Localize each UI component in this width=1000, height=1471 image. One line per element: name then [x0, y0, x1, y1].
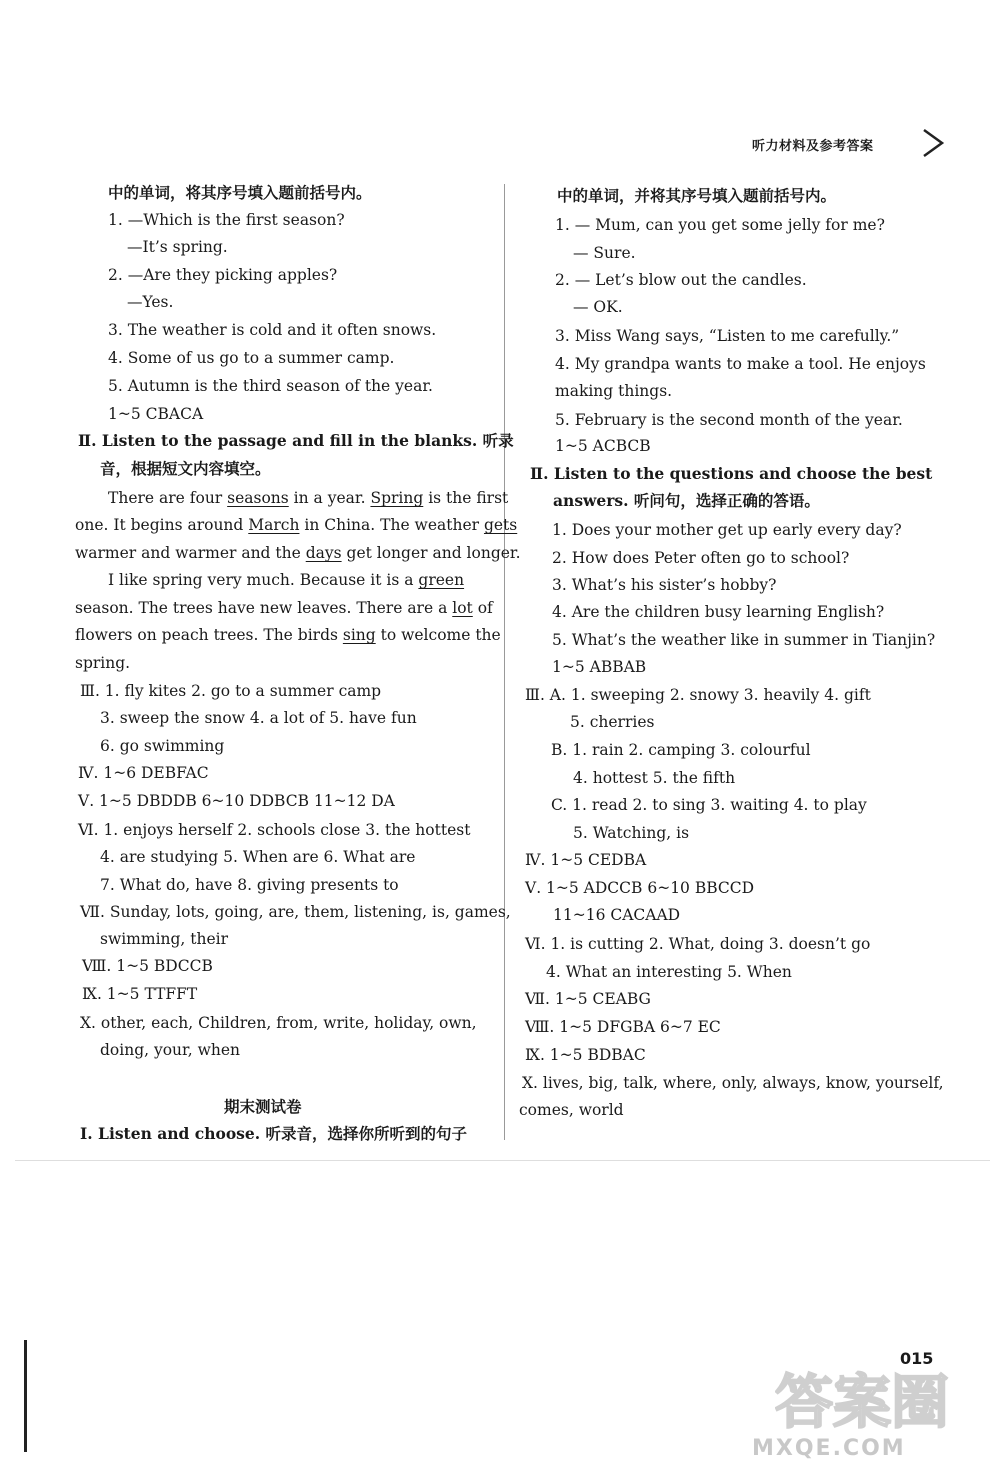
right-line: 3. What’s his sister’s hobby? — [552, 576, 777, 594]
chevron-right-icon — [918, 126, 948, 160]
right-line: Ⅷ. 1~5 DFGBA 6~7 EC — [525, 1018, 721, 1036]
left-line: —It’s spring. — [127, 238, 228, 256]
right-line: 中的单词，并将其序号填入题前括号内。 — [557, 186, 837, 205]
right-line: 5. cherries — [570, 713, 655, 731]
scan-edge-mark — [24, 1340, 27, 1452]
right-line: 5. What’s the weather like in summer in Tianjin? — [552, 631, 936, 649]
left-line: Ⅳ. 1~6 DEBFAC — [78, 764, 209, 782]
left-line: swimming, their — [100, 930, 229, 948]
left-line: Ⅹ. other, each, Children, from, write, holiday, own, — [80, 1014, 477, 1032]
left-line: I like spring very much. Because it is a green — [108, 571, 465, 589]
right-line: 2. How does Peter often go to school? — [552, 549, 850, 567]
left-line: 2. —Are they picking apples? — [108, 266, 338, 284]
left-line: doing, your, when — [100, 1041, 241, 1059]
page-bottom-rule — [15, 1160, 990, 1161]
right-line: 1~5 ABBAB — [552, 658, 647, 676]
left-line: Ⅱ. Listen to the passage and fill in the blanks. 听录 — [78, 431, 514, 450]
watermark-text: MXQE.COM — [752, 1436, 906, 1461]
right-line: 5. Watching, is — [573, 824, 690, 842]
right-line: Ⅴ. 1~5 ADCCB 6~10 BBCCD — [525, 879, 755, 897]
left-line: Ⅸ. 1~5 TTFFT — [82, 985, 198, 1003]
right-line: — Sure. — [573, 244, 636, 262]
left-line: 4. Some of us go to a summer camp. — [108, 349, 395, 367]
left-line: Ⅲ. 1. fly kites 2. go to a summer camp — [80, 682, 382, 700]
left-line: 3. sweep the snow 4. a lot of 5. have fun — [100, 709, 417, 727]
left-line: 音，根据短文内容填空。 — [100, 459, 271, 478]
page-number: 015 — [900, 1349, 934, 1368]
right-line: 4. hottest 5. the fifth — [573, 769, 736, 787]
left-line: Ⅴ. 1~5 DBDDB 6~10 DDBCB 11~12 DA — [78, 792, 395, 810]
section-header-label: 听力材料及参考答案 — [752, 139, 874, 154]
left-line: 4. are studying 5. When are 6. What are — [100, 848, 416, 866]
left-line: 中的单词，将其序号填入题前括号内。 — [108, 183, 372, 202]
right-line: Ⅹ. lives, big, talk, where, only, always, know, yourself, — [522, 1074, 944, 1092]
left-line: Ⅰ. Listen and choose. 听录音，选择你所听到的句子 — [80, 1124, 468, 1143]
right-line: Ⅳ. 1~5 CEDBA — [525, 851, 647, 869]
right-line: 4. Are the children busy learning English? — [552, 603, 885, 621]
right-line: Ⅱ. Listen to the questions and choose the best — [530, 464, 933, 483]
left-line: one. It begins around March in China. The weather gets — [75, 516, 518, 534]
left-line: There are four seasons in a year. Spring is the first — [108, 489, 509, 507]
right-line: 4. My grandpa wants to make a tool. He enjoys — [555, 355, 926, 373]
right-line: Ⅲ. A. 1. sweeping 2. snowy 3. heavily 4. gift — [525, 686, 871, 704]
right-line: 11~16 CACAAD — [553, 906, 681, 924]
right-line: 1. — Mum, can you get some jelly for me? — [555, 216, 885, 234]
left-line: 1. —Which is the first season? — [108, 211, 345, 229]
left-line: 1~5 CBACA — [108, 405, 204, 423]
right-line: 2. — Let’s blow out the candles. — [555, 271, 807, 289]
right-line: Ⅵ. 1. is cutting 2. What, doing 3. doesn’t go — [525, 935, 871, 953]
right-line: Ⅶ. 1~5 CEABG — [525, 990, 651, 1008]
right-line: 3. Miss Wang says, “Listen to me carefully.” — [555, 327, 900, 345]
right-line: 4. What an interesting 5. When — [546, 963, 792, 981]
left-line: season. The trees have new leaves. There are a lot of — [75, 599, 493, 617]
right-line: 5. February is the second month of the year. — [555, 411, 903, 429]
right-line: answers. 听问句，选择正确的答语。 — [553, 491, 820, 510]
right-line: comes, world — [519, 1101, 624, 1119]
right-line: Ⅸ. 1~5 BDBAC — [525, 1046, 646, 1064]
left-line: 7. What do, have 8. giving presents to — [100, 876, 399, 894]
left-line: Ⅶ. Sunday, lots, going, are, them, listening, is, games, — [80, 903, 511, 921]
left-line: flowers on peach trees. The birds sing to welcome the — [75, 626, 501, 644]
right-line: C. 1. read 2. to sing 3. waiting 4. to play — [551, 796, 867, 814]
right-line: 1~5 ACBCB — [555, 437, 651, 455]
left-line: 5. Autumn is the third season of the year. — [108, 377, 433, 395]
column-divider — [504, 184, 505, 1140]
right-line: B. 1. rain 2. camping 3. colourful — [551, 741, 811, 759]
left-line: Ⅷ. 1~5 BDCCB — [82, 957, 213, 975]
left-line: 3. The weather is cold and it often snows. — [108, 321, 437, 339]
left-line: spring. — [75, 654, 131, 672]
right-line: — OK. — [573, 298, 623, 316]
watermark-logo — [775, 1360, 995, 1436]
left-line: 6. go swimming — [100, 737, 225, 755]
left-line: 期末测试卷 — [224, 1097, 302, 1116]
right-line: making things. — [555, 382, 673, 400]
left-line: warmer and warmer and the days get longer and longer. — [75, 544, 521, 562]
left-line: —Yes. — [127, 293, 174, 311]
right-line: 1. Does your mother get up early every day? — [552, 521, 902, 539]
svg-text:答案圈: 答案圈 — [775, 1368, 950, 1436]
left-line: Ⅵ. 1. enjoys herself 2. schools close 3. the hottest — [78, 821, 471, 839]
